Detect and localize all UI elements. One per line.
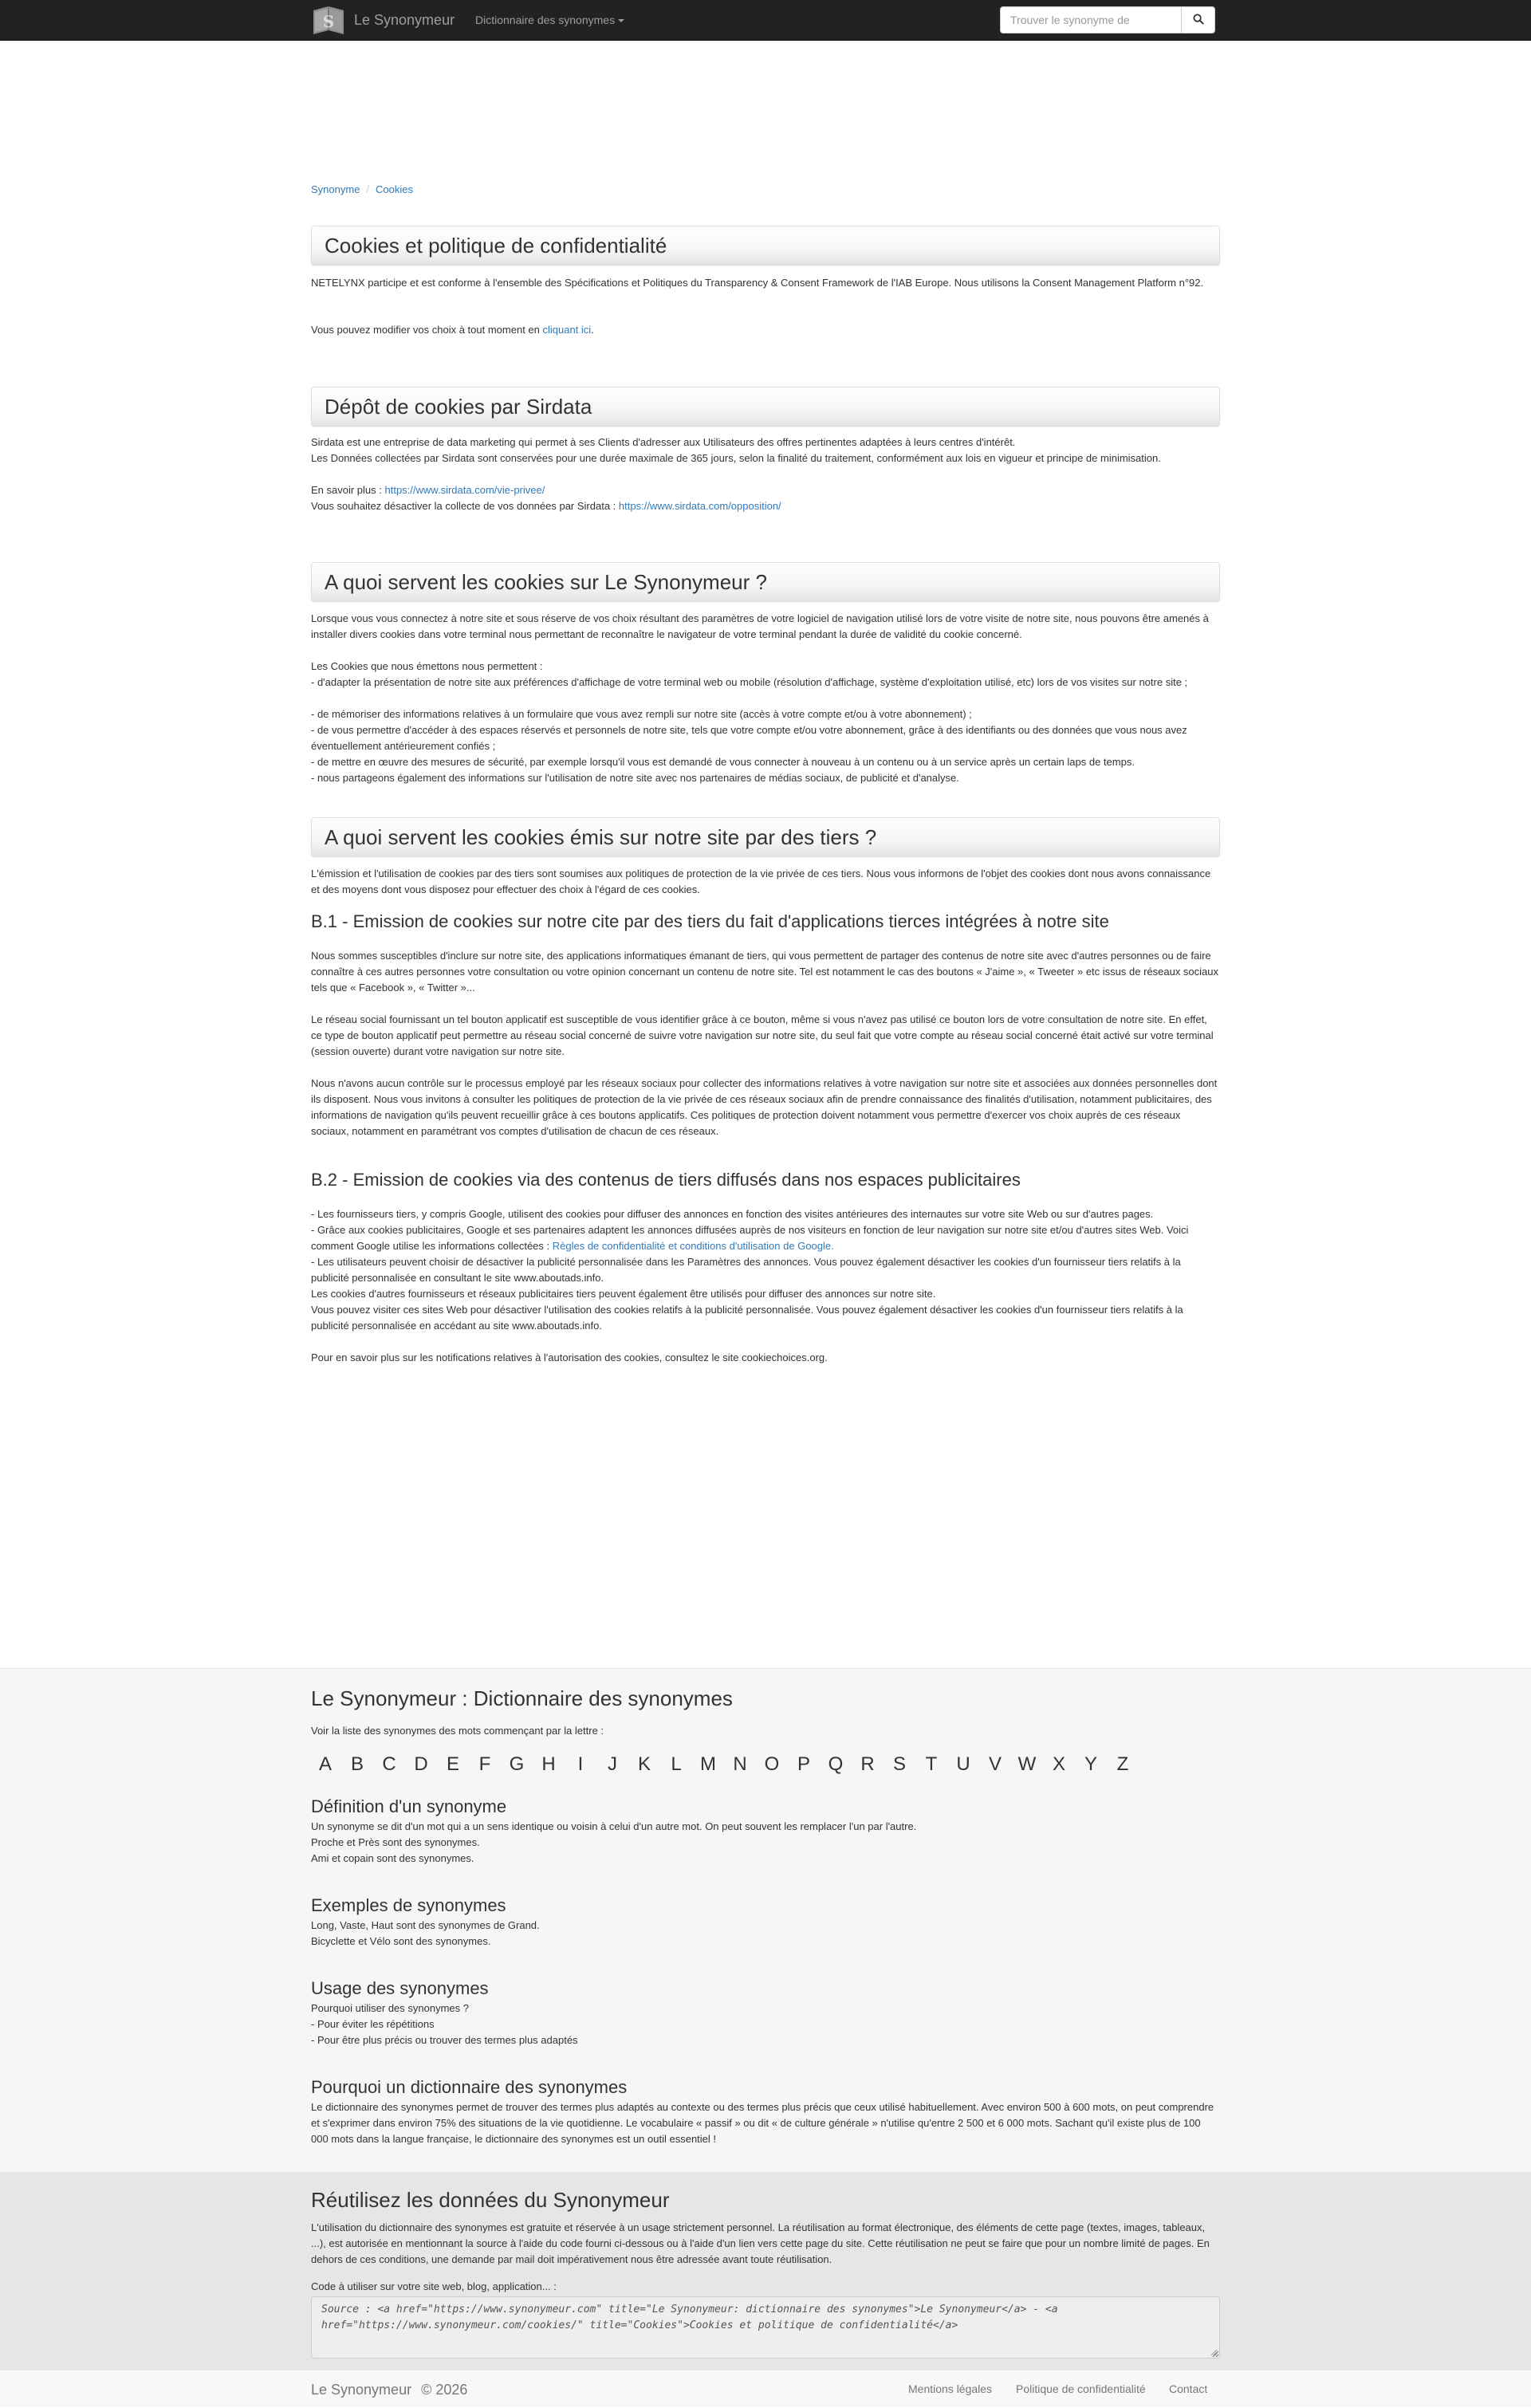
sirdata-line-2: Les Données collectées par Sirdata sont conservées pour une durée maximale de 365 jours, selon la finalité du traitement, conformément aux lois en vigueur et principe de minimisation.: [311, 452, 1161, 464]
why-dictionary-heading: Pourquoi un dictionnaire des synonymes: [311, 2077, 628, 2097]
b2-line-4: Les cookies d'autres fournisseurs et réseaux publicitaires tiers peuvent également être utilisés pour diffuser des annonces sur notre site.: [311, 1288, 936, 1300]
brand-name-link[interactable]: Le Synonymeur: [354, 12, 455, 28]
letter-link-p[interactable]: P: [797, 1753, 810, 1775]
sirdata-privacy-link[interactable]: https://www.sirdata.com/vie-privee/: [384, 484, 545, 496]
letter-link-k[interactable]: K: [637, 1753, 651, 1775]
usage-line: - Pour être plus précis ou trouver des termes plus adaptés: [311, 2034, 578, 2046]
book-logo-icon[interactable]: [311, 2, 346, 37]
letter-link-g[interactable]: G: [509, 1753, 525, 1775]
sirdata-optout-prefix: Vous souhaitez désactiver la collecte de vos données par Sirdata :: [311, 500, 619, 512]
footer-year: © 2026: [421, 2382, 468, 2398]
dictionary-title: Le Synonymeur : Dictionnaire des synonymes: [311, 1686, 733, 1710]
usage-heading: Usage des synonymes: [311, 1978, 489, 1998]
footer-copyright: [311, 2380, 467, 2399]
sirdata-heading: Dépôt de cookies par Sirdata: [311, 387, 1220, 427]
cookies-list-item: - de vous permettre d'accéder à des espaces réservés et personnels de notre site, tels que votre compte et/ou votre abonnement, grâce à des identifiants ou des données que vous nous avez éventuellement antérieurement confiés ;: [311, 724, 1187, 752]
alphabet-nav: [311, 1742, 1220, 1787]
sirdata-line-1: Sirdata est une entreprise de data marketing qui permet à ses Clients d'adresser aux Utilisateurs des offres pertinentes adaptées à leurs centres d'intérêt.: [311, 436, 1016, 448]
definition-line: Ami et copain sont des synonymes.: [311, 1852, 474, 1864]
why-dictionary-text: Le dictionnaire des synonymes permet de trouver des termes plus adaptés au contexte ou des termes plus précis que ceux utilisé habituellement. Avec environ 500 à 600 mots, on peut comprendre et s'exprimer dans environ 75% des situations de la vie quotidienne. Le vocabulaire « passif » ou dit « de culture générale » n'utilise qu'entre 2 500 et 6 000 mots. Sachant qu'il existe plus de 100 000 mots dans la langue française, le dictionnaire des synonymes est un outil essentiel !: [311, 2101, 1214, 2145]
search-button[interactable]: [1181, 6, 1215, 33]
b2-line-5: Vous pouvez visiter ces sites Web pour désactiver l'utilisation des cookies relatifs à la publicité personnalisée. Vous pouvez également désactiver les cookies d'un fournisseur tiers relatifs à la publicité personnalisée en accédant au site www.aboutads.info.: [311, 1304, 1183, 1332]
letter-link-z[interactable]: Z: [1116, 1753, 1129, 1775]
iab-text: NETELYNX participe et est conforme à l'ensemble des Spécifications et Politiques du Transparency & Consent Framework de l'IAB Europe. Nous utilisons la Consent Management Platform n°92.: [311, 277, 1204, 289]
consent-change-suffix: .: [591, 324, 594, 336]
caret-down-icon: [618, 19, 624, 22]
footer-brand: Le Synonymeur: [311, 2382, 412, 2398]
letter-link-j[interactable]: J: [608, 1753, 617, 1775]
letter-link-t[interactable]: T: [925, 1753, 938, 1775]
embed-code-textarea[interactable]: [311, 2296, 1220, 2359]
cookies-purpose-text: Lorsque vous vous connectez à notre site et sous réserve de vos choix résultant des paramètres de votre logiciel de navigation utilisé lors de votre visite de notre site, nous pouvons être amenés à installer divers cookies dans votre terminal nous permettant de reconnaître le navigateur de votre terminal pendant la durée de validité du cookie concerné.: [311, 612, 1209, 640]
reuse-container: [311, 2172, 1220, 2370]
consent-change-link[interactable]: cliquant ici: [542, 324, 592, 336]
letter-link-s[interactable]: S: [892, 1753, 906, 1775]
svg-text:S: S: [322, 12, 335, 31]
reuse-section: [0, 2172, 1531, 2370]
cookies-list-item: - de mettre en œuvre des mesures de sécurité, par exemple lorsqu'il vous est demandé de vous connecter à nouveau à un contenu ou à un service après un certain laps de temps.: [311, 756, 1135, 768]
sirdata-line-3: [311, 482, 1220, 498]
code-label: Code à utiliser sur votre site web, blog, application... :: [311, 2280, 557, 2292]
cookies-list-item: - nous partageons également des informations sur l'utilisation de notre site avec nos partenaires de médias sociaux, de publicité et d'analyse.: [311, 772, 959, 784]
letter-link-u[interactable]: U: [956, 1753, 970, 1775]
letter-link-h[interactable]: H: [541, 1753, 556, 1775]
cookies-list-intro: Les Cookies que nous émettons nous permettent :: [311, 660, 543, 672]
letter-link-w[interactable]: W: [1017, 1753, 1037, 1775]
breadcrumb: [311, 182, 413, 198]
resize-handle-icon[interactable]: [1210, 2348, 1218, 2356]
letter-link-a[interactable]: A: [318, 1753, 332, 1775]
sirdata-more-prefix: En savoir plus :: [311, 484, 385, 496]
examples-heading: Exemples de synonymes: [311, 1895, 506, 1915]
breadcrumb-home-link[interactable]: Synonyme: [311, 183, 360, 195]
breadcrumb-current-link[interactable]: Cookies: [376, 183, 414, 195]
sirdata-line-4: [311, 498, 1220, 514]
letter-link-i[interactable]: I: [577, 1753, 584, 1775]
search-form: [1000, 6, 1215, 33]
contact-link[interactable]: Contact: [1169, 2382, 1208, 2395]
b1-paragraph-3: Nous n'avons aucun contrôle sur le processus employé par les réseaux sociaux pour collecter des informations relatives à votre navigation sur notre site et associées aux données personnelles dont ils disposent. Nous vous invitons à consulter les politiques de protection de la vie privée de ces réseaux sociaux afin de prendre connaissance des finalités d'utilisation, notamment publicitaires, des informations de navigation qu'ils peuvent recueillir grâce à ces boutons applicatifs. Ces politiques de protection doivent notamment vous permettre d'exercer vos choix auprès de ces réseaux sociaux, notamment en paramétrant vos comptes d'utilisation de chacun de ces réseaux.: [311, 1077, 1218, 1137]
sirdata-optout-link[interactable]: https://www.sirdata.com/opposition/: [618, 500, 781, 512]
search-input[interactable]: [1000, 6, 1182, 33]
letter-link-c[interactable]: C: [382, 1753, 396, 1775]
b2-line-3: - Les utilisateurs peuvent choisir de désactiver la publicité personnalisée dans les Paramètres des annonces. Vous pouvez également désactiver les cookies d'un fournisseur tiers relatifs à la publicité personnalisée en consultant le site www.aboutads.info.: [311, 1256, 1181, 1284]
embed-code-text: Source : <a href="https://www.synonymeur.com" title="Le Synonymeur: dictionnaire des synonymes">Le Synonymeur</a> - <a href="https://www.synonymeur.com/cookies/" title="Cookies">Cookies et politique de confidentialité</a>: [321, 2304, 1058, 2331]
alphabet-intro: Voir la liste des synonymes des mots commençant par la lettre :: [311, 1725, 604, 1737]
example-line: Bicyclette et Vélo sont des synonymes.: [311, 1935, 491, 1947]
b1-paragraph-2: Le réseau social fournissant un tel bouton applicatif est susceptible de vous identifier grâce à ce bouton, même si vous n'avez pas utilisé ce bouton lors de votre consultation de notre site. En effet, ce type de bouton applicatif peut permettre au réseau social concerné de suivre votre navigation sur notre site, du seul fait que votre compte au réseau social concerné était activé sur votre terminal (session ouverte) durant votre navigation sur notre site.: [311, 1013, 1214, 1057]
privacy-policy-link[interactable]: Politique de confidentialité: [1016, 2382, 1146, 2395]
page-title: Cookies et politique de confidentialité: [311, 226, 1220, 266]
legal-notice-link[interactable]: Mentions légales: [908, 2382, 993, 2395]
definition-line: Proche et Près sont des synonymes.: [311, 1836, 480, 1848]
b2-heading: B.2 - Emission de cookies via des contenus de tiers diffusés dans nos espaces publicitaires: [311, 1170, 1021, 1190]
cookies-purpose-heading: A quoi servent les cookies sur Le Synonymeur ?: [311, 562, 1220, 602]
letter-link-x[interactable]: X: [1052, 1753, 1065, 1775]
letter-link-m[interactable]: M: [700, 1753, 716, 1775]
b1-paragraph-1: Nous sommes susceptibles d'inclure sur notre site, des applications informatiques émanant de tiers, qui vous permettent de partager des contenus de notre site avec d'autres personnes ou de faire connaître à ces autres personnes votre consultation ou votre opinion concernant un contenu de notre site. Tel est notamment le cas des boutons « J'aime », « Tweeter » etc issus de réseaux sociaux tels que « Facebook », « Twitter »...: [311, 950, 1219, 993]
dictionary-info-section: [0, 1668, 1531, 2172]
navbar-container: [311, 0, 1212, 40]
reuse-title: Réutilisez les données du Synonymeur: [311, 2188, 670, 2212]
b2-line-2: [311, 1222, 1220, 1254]
cookiechoices-text: Pour en savoir plus sur les notifications relatives à l'autorisation des cookies, consultez le site cookiechoices.org.: [311, 1352, 828, 1363]
footer-container: [311, 2371, 1220, 2408]
letter-link-v[interactable]: V: [988, 1753, 1002, 1775]
dictionary-menu-label: Dictionnaire des synonymes: [475, 14, 616, 26]
b2-line-1: - Les fournisseurs tiers, y compris Google, utilisent des cookies pour diffuser des annonces en fonction des visites antérieures des internautes sur votre site Web ou sur d'autres pages.: [311, 1208, 1154, 1220]
consent-change-text: [311, 322, 1220, 338]
usage-line: Pourquoi utiliser des synonymes ?: [311, 2002, 469, 2014]
usage-line: - Pour éviter les répétitions: [311, 2018, 435, 2030]
example-line: Long, Vaste, Haut sont des synonymes de Grand.: [311, 1919, 540, 1931]
letter-link-q[interactable]: Q: [828, 1753, 844, 1775]
definition-line: Un synonyme se dit d'un mot qui a un sens identique ou voisin à celui d'un autre mot. On peut souvent les remplacer l'un par l'autre.: [311, 1820, 917, 1832]
letter-link-o[interactable]: O: [764, 1753, 780, 1775]
letter-link-r[interactable]: R: [860, 1753, 875, 1775]
third-party-intro: L'émission et l'utilisation de cookies par des tiers sont soumises aux politiques de protection de la vie privée de ces tiers. Nous vous informons de l'objet des cookies dont nous avons connaissance et des moyens dont vous disposez pour effectuer des choix à l'égard de ces cookies.: [311, 868, 1211, 895]
letter-link-d[interactable]: D: [414, 1753, 428, 1775]
cookies-list-item: - d'adapter la présentation de notre site aux préférences d'affichage de votre terminal web ou mobile (résolution d'affichage, système d'exploitation utilisé, etc) lors de vos visites sur notre site ;: [311, 676, 1188, 688]
letter-link-e[interactable]: E: [446, 1753, 459, 1775]
definition-heading: Définition d'un synonyme: [311, 1796, 507, 1816]
search-icon: [1193, 14, 1204, 25]
cookies-list-item: - de mémoriser des informations relatives à un formulaire que vous avez rempli sur notre site (accès à votre compte et/ou à votre abonnement) ;: [311, 708, 972, 720]
dictionary-dropdown-toggle[interactable]: [475, 12, 624, 28]
letter-link-y[interactable]: Y: [1084, 1753, 1097, 1775]
letter-link-b[interactable]: B: [350, 1753, 364, 1775]
dictionary-info-container: [311, 1669, 1220, 2173]
top-navbar: [0, 0, 1531, 41]
third-party-heading: A quoi servent les cookies émis sur notre site par des tiers ?: [311, 817, 1220, 857]
consent-change-prefix: Vous pouvez modifier vos choix à tout moment en: [311, 324, 543, 336]
letter-link-l[interactable]: L: [671, 1753, 682, 1775]
google-policy-link[interactable]: Règles de confidentialité et conditions d'utilisation de Google.: [552, 1240, 834, 1252]
letter-link-n[interactable]: N: [733, 1753, 747, 1775]
page-footer: [0, 2370, 1531, 2407]
letter-link-f[interactable]: F: [478, 1753, 491, 1775]
breadcrumb-separator: /: [366, 183, 370, 195]
reuse-text: L'utilisation du dictionnaire des synonymes est gratuite et réservée à un usage strictement personnel. La réutilisation au format électronique, des éléments de cette page (textes, images, tableaux, ...), est autorisée en mentionnant la source à l'aide du code fourni ci-dessous ou à l'aide d'un lien vers cette page du site. Cette réutilisation ne peut se faire que pour un nombre limité de pages. En dehors de ces conditions, une demande par mail doit impérativement nous être adressée avant toute réutilisation.: [311, 2221, 1210, 2265]
b1-heading: B.1 - Emission de cookies sur notre cite par des tiers du fait d'applications tierces intégrées à notre site: [311, 911, 1109, 931]
b2-line-2-text: - Grâce aux cookies publicitaires, Google et ses partenaires adaptent les annonces diffusées auprès de nos visiteurs en fonction de leur navigation sur notre site et/ou d'autres sites Web. Voici comment Google utilise les informations collectées :: [311, 1224, 1189, 1252]
